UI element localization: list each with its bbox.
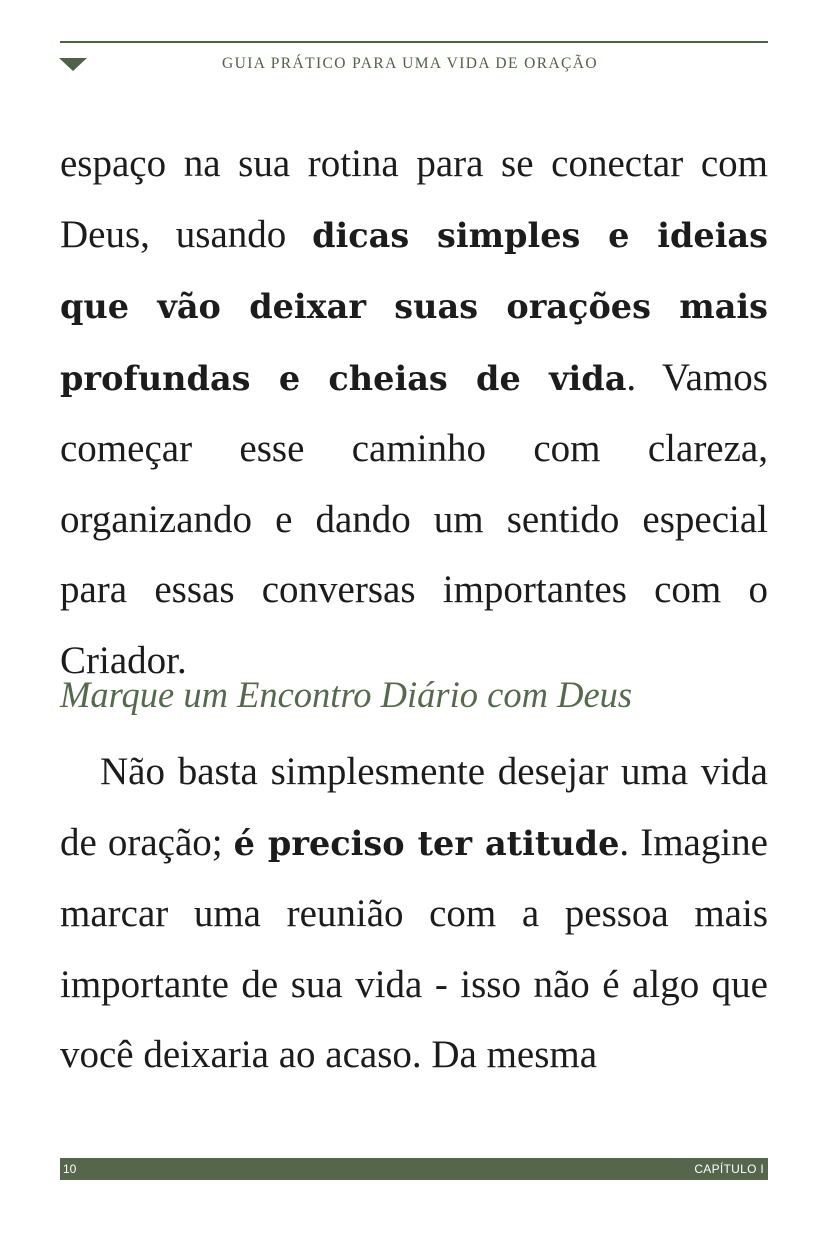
header-rule [60,41,768,43]
footer-bar [60,1158,768,1180]
paragraph-text: Não basta simplesmente desejar uma vida de oração; [60,750,768,864]
page-number: 10 [63,1162,77,1176]
bold-emphasis: é preciso ter atitude [233,823,620,863]
paragraph-text: . Vamos começar esse caminho com clareza, organizando e dando um sentido especial para essas conversas importantes com o Criador. [60,355,768,682]
chapter-label: CAPÍTULO I [694,1162,764,1176]
section-heading: Marque um Encontro Diário com Deus [60,674,633,715]
paragraph-text: espaço na sua rotina para se conectar com Deus, usando [60,142,768,256]
bold-emphasis: dicas simples e ideias que vão deixar suas orações mais profundas e cheias de vida [60,215,769,398]
header-triangle-icon [59,58,87,71]
running-head: GUIA PRÁTICO PARA UMA VIDA DE ORAÇÃO [222,55,598,72]
body-paragraph-2 [60,737,768,1091]
paragraph-text: . Imagine marcar uma reunião com a pessoa mais importante de sua vida - isso não é algo que você deixaria ao acaso. Da mesma [60,820,768,1076]
body-paragraph-1 [60,129,768,696]
